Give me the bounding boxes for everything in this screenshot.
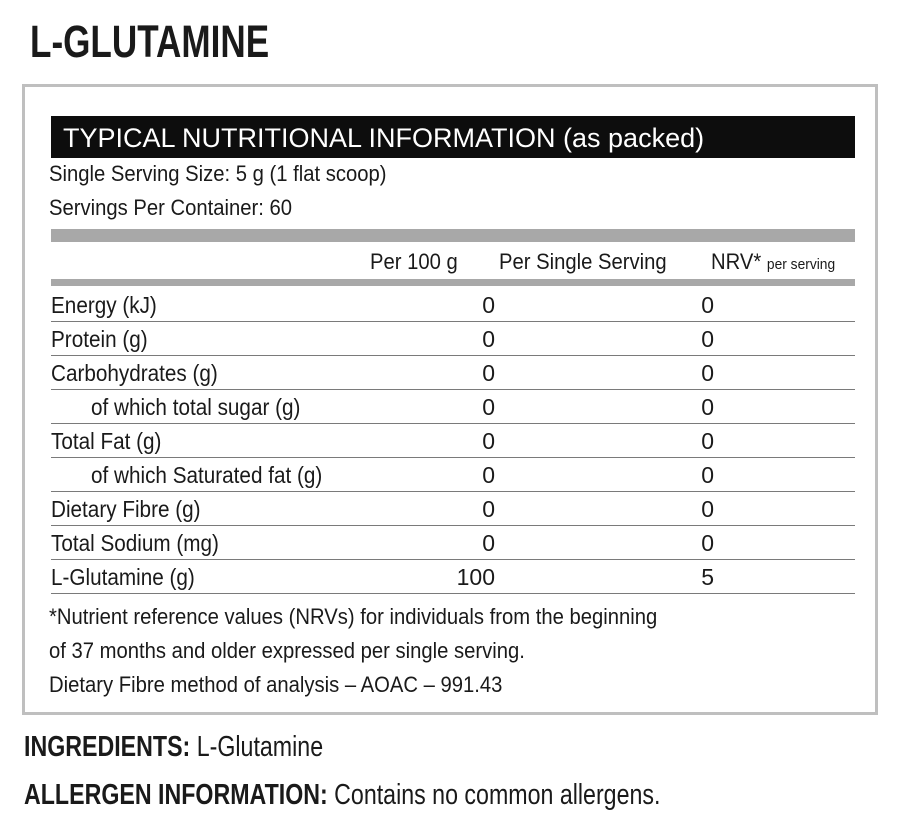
table-row xyxy=(51,459,855,492)
row-label: Total Sodium (mg) xyxy=(51,530,219,556)
row-per-100g: 0 xyxy=(482,326,495,352)
column-header-per-100g: Per 100 g xyxy=(370,249,458,274)
allergen-line xyxy=(24,775,660,815)
row-label: of which Saturated fat (g) xyxy=(91,462,323,488)
footnote-fibre-method: Dietary Fibre method of analysis – AOAC – 991.43 xyxy=(49,672,503,697)
servings-per-container: Servings Per Container: 60 xyxy=(49,195,293,220)
row-per-serving: 0 xyxy=(701,394,714,420)
allergen-label: ALLERGEN INFORMATION: xyxy=(24,779,328,811)
footnote-nrv-line-1: *Nutrient reference values (NRVs) for individuals from the beginning xyxy=(49,604,658,629)
row-label: L-Glutamine (g) xyxy=(51,564,195,590)
row-label: of which total sugar (g) xyxy=(91,394,301,420)
column-header-per-serving: Per Single Serving xyxy=(499,249,667,274)
nutrition-panel xyxy=(22,84,878,715)
row-per-100g: 0 xyxy=(482,292,495,318)
table-row xyxy=(51,561,855,594)
row-label: Dietary Fibre (g) xyxy=(51,496,201,522)
table-row xyxy=(51,289,855,322)
header-bottom-rule xyxy=(51,279,855,286)
row-per-serving: 0 xyxy=(701,360,714,386)
row-per-serving: 0 xyxy=(701,428,714,454)
row-per-serving: 0 xyxy=(701,292,714,318)
nutrition-heading: TYPICAL NUTRITIONAL INFORMATION (as packed) xyxy=(51,116,855,158)
table-row xyxy=(51,493,855,526)
row-per-100g: 100 xyxy=(456,564,495,590)
ingredients-label: INGREDIENTS: xyxy=(24,731,191,763)
row-label: Energy (kJ) xyxy=(51,292,157,318)
column-header-nrv xyxy=(711,247,835,280)
row-per-100g: 0 xyxy=(482,428,495,454)
nrv-suffix: per serving xyxy=(766,256,836,273)
row-per-100g: 0 xyxy=(482,394,495,420)
row-per-serving: 0 xyxy=(701,530,714,556)
row-label: Total Fat (g) xyxy=(51,428,162,454)
footnote-nrv-line-2: of 37 months and older expressed per single serving. xyxy=(49,638,525,663)
table-row xyxy=(51,425,855,458)
row-label: Protein (g) xyxy=(51,326,148,352)
row-per-serving: 0 xyxy=(701,326,714,352)
nrv-label: NRV* xyxy=(711,249,762,274)
row-per-100g: 0 xyxy=(482,496,495,522)
row-per-serving: 5 xyxy=(701,564,714,590)
ingredients-line xyxy=(24,727,323,767)
table-row xyxy=(51,357,855,390)
product-title: L-GLUTAMINE xyxy=(30,16,270,67)
ingredients-value: L-Glutamine xyxy=(196,731,324,763)
table-row xyxy=(51,391,855,424)
row-per-100g: 0 xyxy=(482,530,495,556)
table-row xyxy=(51,527,855,560)
row-label: Carbohydrates (g) xyxy=(51,360,218,386)
row-per-serving: 0 xyxy=(701,496,714,522)
serving-size: Single Serving Size: 5 g (1 flat scoop) xyxy=(49,161,387,186)
row-per-100g: 0 xyxy=(482,360,495,386)
table-row xyxy=(51,323,855,356)
row-per-100g: 0 xyxy=(482,462,495,488)
allergen-value: Contains no common allergens. xyxy=(334,779,661,811)
row-per-serving: 0 xyxy=(701,462,714,488)
header-top-rule xyxy=(51,229,855,242)
